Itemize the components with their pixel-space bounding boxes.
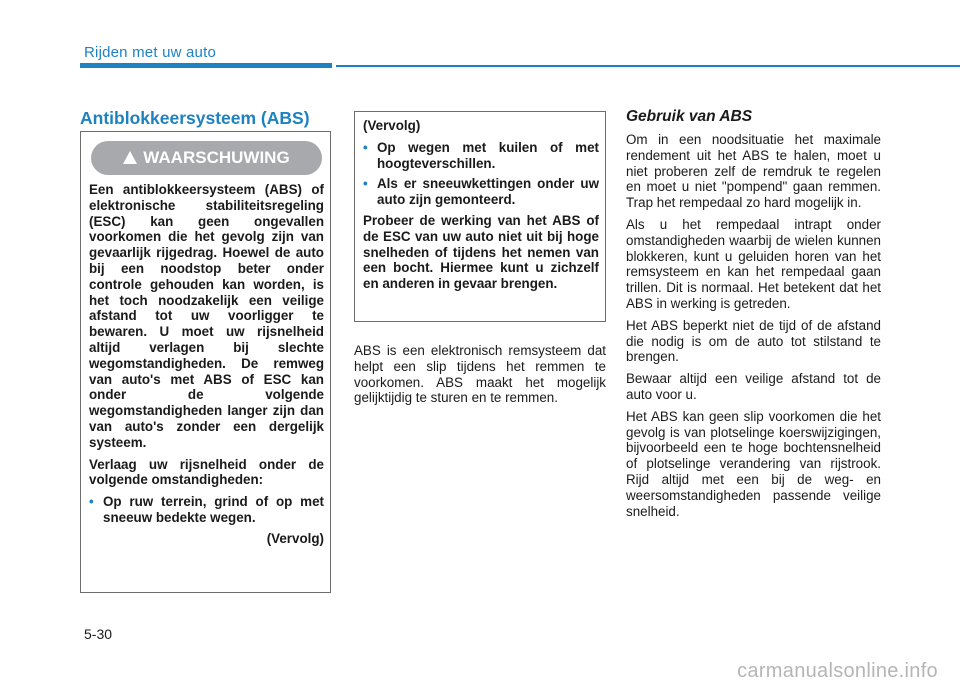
usage-paragraph: Bewaar altijd een veilige afstand tot de auto voor u. [626, 371, 881, 402]
usage-paragraph: Als u het rempedaal intrapt onder omstandigheden waarbij de wielen kunnen blokkeren, kunt u geluiden horen van het remsysteem en kan het rempedaal gaan trillen. Dit is normaal. Het betekent dat het ABS in werking is getreden. [626, 216, 881, 311]
section-header: Rijden met uw auto [84, 44, 217, 61]
page-number: 5-30 [84, 626, 113, 642]
warning-bullet-text: Op ruw terrein, grind of op met sneeuw bedekte wegen. [103, 494, 324, 525]
warning-box [80, 131, 331, 593]
continuation-box [354, 111, 606, 322]
bullet-dot-icon: • [363, 139, 368, 155]
continuation-bullet-text: Op wegen met kuilen of met hoogteverschillen. [377, 139, 599, 171]
usage-paragraph: Het ABS beperkt niet de tijd of de afstand die nodig is om de auto tot stilstand te brengen. [626, 317, 881, 365]
abs-description: ABS is een elektronisch remsysteem dat helpt een slip tijdens het remmen te voorkomen. ABS maakt het mogelijk gelijktijdig te sturen en te remmen. [354, 343, 606, 406]
continuation-bullet [363, 140, 599, 172]
warning-triangle-icon [123, 151, 137, 164]
usage-title: Gebruik van ABS [626, 108, 753, 125]
continued-label: (Vervolg) [266, 530, 324, 546]
continuation-paragraph: Probeer de werking van het ABS of de ESC van uw auto niet uit bij hoge snelheden of tijdens het nemen van een bocht. Hiermee kunt u zichzelf en anderen in gevaar brengen. [363, 212, 599, 292]
warning-banner [91, 141, 322, 175]
header-rule-thin [336, 65, 960, 67]
header-rule-thick [80, 63, 332, 68]
bullet-dot-icon: • [89, 494, 94, 510]
warning-banner-label: WAARSCHUWING [143, 148, 290, 167]
bullet-dot-icon: • [363, 176, 368, 192]
usage-paragraph: Het ABS kan geen slip voorkomen die het gevolg is van plotselinge koerswijzigingen, bijvoorbeeld een te hoge bochtensnelheid of plotselinge verandering van rijstrook. Rijd altijd met een bij de weg- en weersomstandigheden passende veilige snelheid. [626, 408, 881, 519]
warning-paragraph: Een antiblokkeersysteem (ABS) of elektronische stabiliteitsregeling (ESC) kan geen ongevallen voorkomen die het gevolg zijn van gevaarlijk rijgedrag. Hoewel de auto bij een noodstop beter onder controle gehouden kan worden, is het toch noodzakelijk een veilige afstand tot uw voorligger te bewaren. U moet uw rijsnelheid altijd verlagen bij slechte wegomstandigheden. De remweg van auto's met ABS of ESC kan onder de volgende wegomstandigheden langer zijn dan van auto's zonder een dergelijk systeem. [89, 182, 324, 450]
continuation-bullet [363, 176, 599, 208]
warning-body [89, 182, 324, 547]
warning-bullet [89, 494, 324, 526]
usage-body [626, 132, 881, 525]
continuation-label: (Vervolg) [363, 118, 421, 133]
continuation-bullet-text: Als er sneeuwkettingen onder uw auto zijn gemonteerd. [377, 176, 599, 208]
watermark: carmanualsonline.info [737, 660, 938, 682]
usage-paragraph: Om in een noodsituatie het maximale rendement uit het ABS te halen, moet u niet proberen zelf de remdruk te regelen en moet u niet "pompend" gaan remmen. Trap het rempedaal zo hard mogelijk in. [626, 132, 881, 211]
warning-paragraph: Verlaag uw rijsnelheid onder de volgende omstandigheden: [89, 456, 324, 488]
abs-title: Antiblokkeersysteem (ABS) [80, 108, 310, 128]
continuation-body [363, 118, 599, 298]
